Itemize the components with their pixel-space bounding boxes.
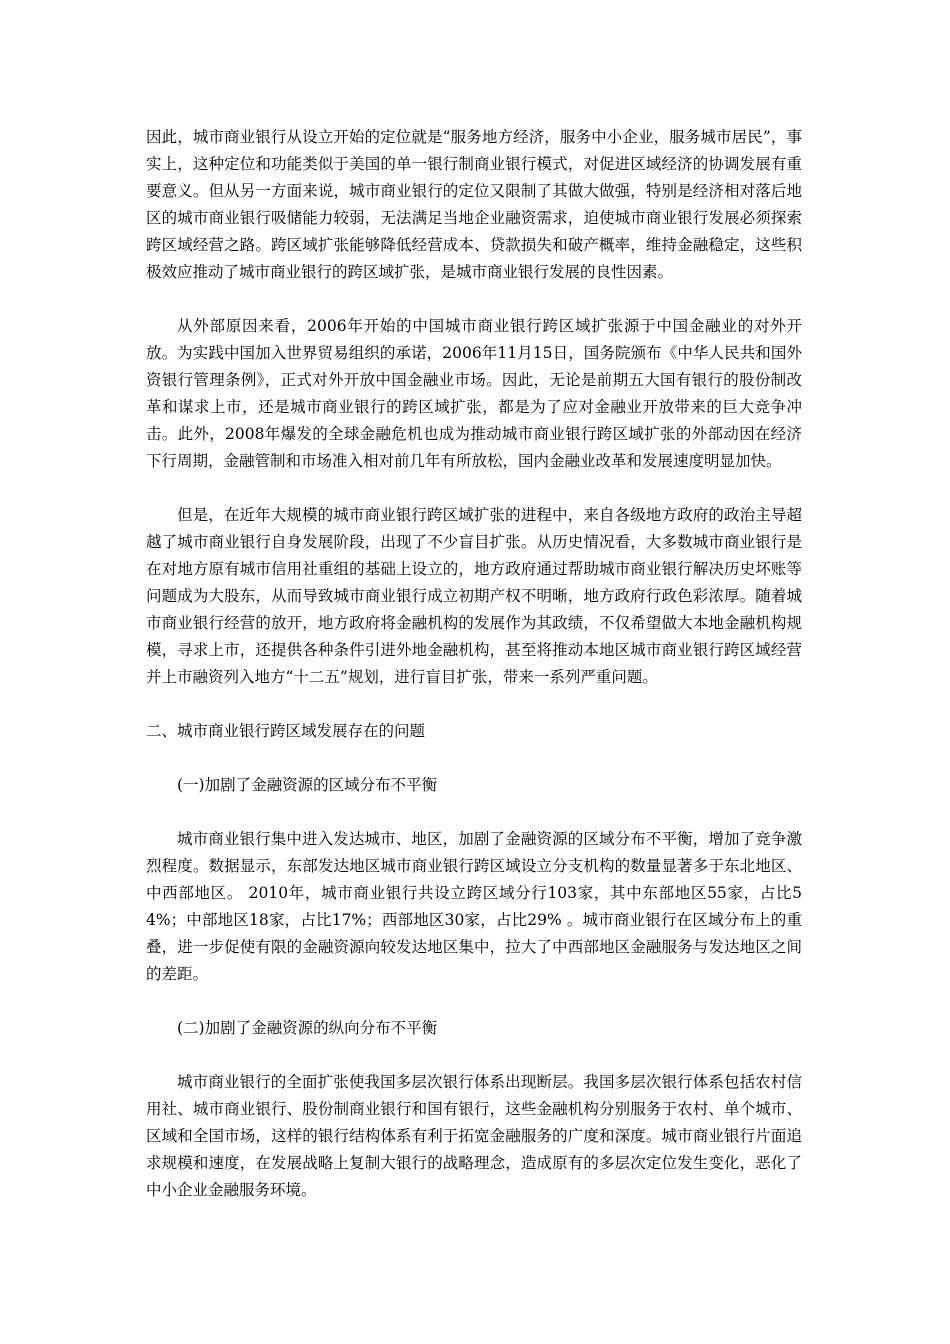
paragraph-1: 因此，城市商业银行从设立开始的定位就是“服务地方经济，服务中小企业，服务城市居民”，事实上，这种定位和功能类似于美国的单一银行制商业银行模式，对促进区域经济的协调发展有重要意义。但从另一方面来说，城市商业银行的定位又限制了其做大做强，特别是经济相对落后地区的城市商业银行吸储能力较弱，无法满足当地企业融资需求，迫使城市商业银行发展必须探索跨区域经营之路。跨区域扩张能够降低经营成本、贷款损失和破产概率，维持金融稳定，这些积极效应推动了城市商业银行的跨区域扩张，是城市商业银行发展的良性因素。 <box>146 128 802 281</box>
subsection-heading-2: (二)加剧了金融资源的纵向分布不平衡 <box>177 1019 438 1037</box>
subsection-heading-1: (一)加剧了金融资源的区域分布不平衡 <box>177 776 438 794</box>
paragraph-3: 但是，在近年大规模的城市商业银行跨区域扩张的进程中，来自各级地方政府的政治主导超越了城市商业银行自身发展阶段，出现了不少盲目扩张。从历史情况看，大多数城市商业银行是在对地方原有城市信用社重组的基础上设立的，地方政府通过帮助城市商业银行解决历史坏账等问题成为大股东，从而导致城市商业银行成立初期产权不明晰，地方政府行政色彩浓厚。随着城市商业银行经营的放开，地方政府将金融机构的发展作为其政绩，不仅希望做大本地金融机构规模，寻求上市，还提供各种条件引进外地金融机构，甚至将推动本地区城市商业银行跨区域经营并上市融资列入地方“十二五”规划，进行盲目扩张，带来一系列严重问题。 <box>146 506 802 686</box>
subsection-2-paragraph: 城市商业银行的全面扩张使我国多层次银行体系出现断层。我国多层次银行体系包括农村信用社、城市商业银行、股份制商业银行和国有银行，这些金融机构分别服务于农村、单个城市、区域和全国市场，这样的银行结构体系有利于拓宽金融服务的广度和深度。城市商业银行片面追求规模和速度，在发展战略上复制大银行的战略理念，造成原有的多层次定位发生变化，恶化了中小企业金融服务环境。 <box>146 1073 802 1199</box>
section-heading: 二、城市商业银行跨区域发展存在的问题 <box>146 722 426 740</box>
subsection-1-paragraph: 城市商业银行集中进入发达城市、地区，加剧了金融资源的区域分布不平衡，增加了竞争激烈程度。数据显示，东部发达地区城市商业银行跨区域设立分支机构的数量显著多于东北地区、中西部地区。 2010年，城市商业银行共设立跨区域分行103家，其中东部地区55家，占比54%；中部地区18家，占比17%；西部地区30家，占比29% 。城市商业银行在区域分布上的重叠，进一步促使有限的金融资源向较发达地区集中，拉大了中西部地区金融服务与发达地区之间的差距。 <box>146 830 802 983</box>
paragraph-2: 从外部原因来看，2006年开始的中国城市商业银行跨区域扩张源于中国金融业的对外开放。为实践中国加入世界贸易组织的承诺，2006年11月15日，国务院颁布《中华人民共和国外资银行管理条例》，正式对外开放中国金融业市场。因此，无论是前期五大国有银行的股份制改革和谋求上市，还是城市商业银行的跨区域扩张，都是为了应对金融业开放带来的巨大竞争冲击。此外，2008年爆发的全球金融危机也成为推动城市商业银行跨区域扩张的外部动因在经济下行周期，金融管制和市场准入相对前几年有所放松，国内金融业改革和发展速度明显加快。 <box>146 317 802 470</box>
document-page <box>146 124 802 1204</box>
